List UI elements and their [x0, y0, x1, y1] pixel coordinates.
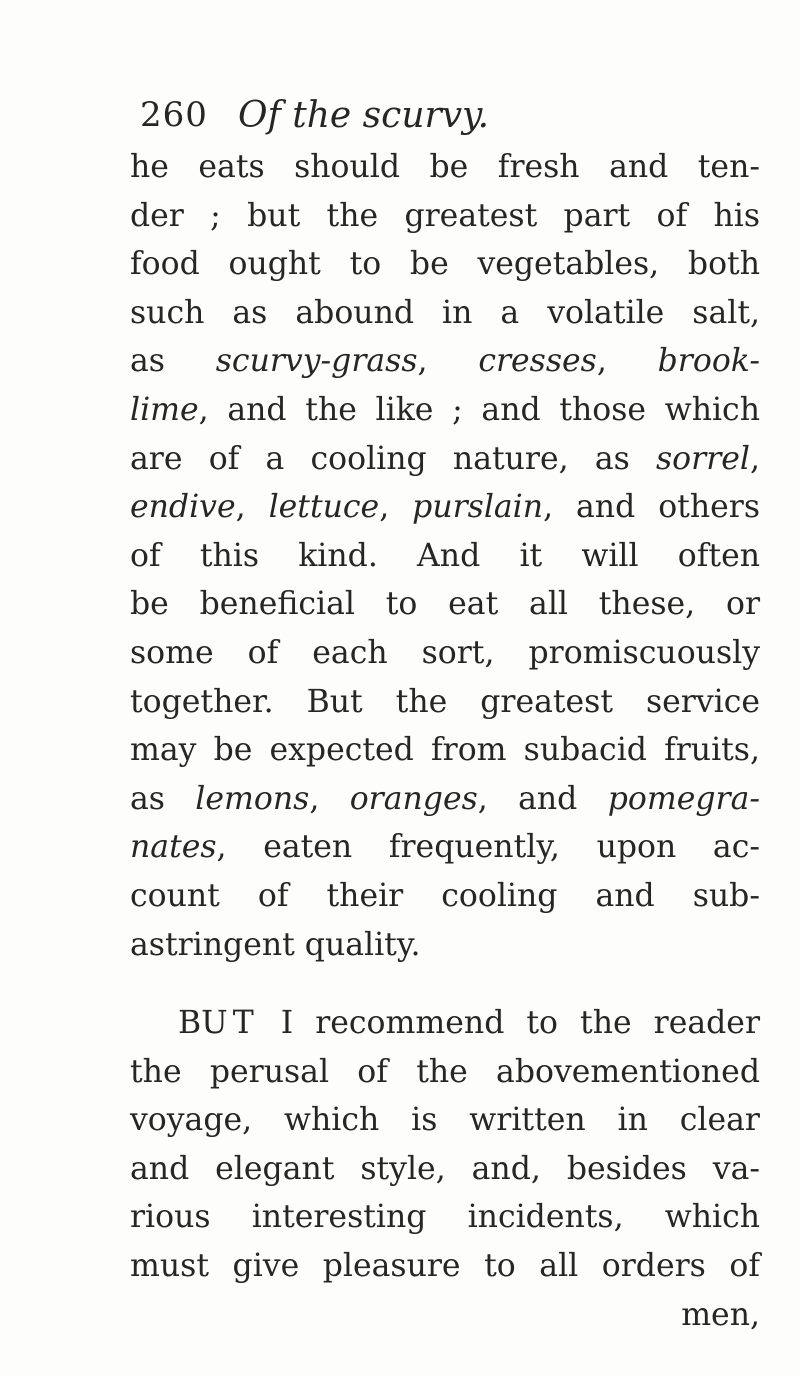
text-line: voyage, which is written in clear [130, 1102, 760, 1139]
text-line: count of their cooling and sub- [130, 877, 760, 914]
italic-term: lime [130, 391, 199, 428]
italic-term: endive [130, 489, 236, 526]
italic-term: purslain [412, 489, 544, 526]
text-line: must give pleasure to all orders of [130, 1248, 760, 1285]
running-head: Of the scurvy. [238, 95, 490, 136]
italic-term: oranges [349, 780, 478, 817]
text-line: and elegant style, and, besides va- [130, 1150, 760, 1187]
small-caps: UT [201, 1005, 259, 1042]
text-line: nates, eaten frequently, upon ac- [130, 829, 760, 866]
text-line: food ought to be vegetables, both [130, 246, 760, 283]
text-line: BUT I recommend to the reader [178, 1005, 760, 1042]
italic-term: lettuce [268, 489, 380, 526]
text-line: as lemons, oranges, and pomegra- [130, 780, 760, 817]
text-line: together. But the greatest service [130, 683, 760, 720]
text-line: endive, lettuce, purslain, and others [130, 489, 760, 526]
text-line: may be expected from subacid fruits, [130, 732, 760, 769]
drop-initial: B [178, 1005, 202, 1042]
catchword: men, [681, 1296, 760, 1333]
italic-term: cresses [478, 343, 597, 380]
italic-term: scurvy-grass [215, 343, 418, 380]
text-line: as scurvy-grass, cresses, brook- [130, 343, 760, 380]
page-header [140, 95, 760, 143]
text-line: of this kind. And it will often [130, 537, 760, 574]
italic-term: sorrel [656, 440, 750, 477]
italic-term: nates [130, 829, 217, 866]
italic-term: lemons [195, 780, 310, 817]
text-line: he eats should be fresh and ten- [130, 149, 760, 185]
italic-term: pomegra- [607, 780, 760, 817]
paragraph-gap [130, 969, 760, 999]
text-line: be beneficial to eat all these, or [130, 586, 760, 623]
page-number: 260 [140, 95, 208, 135]
text-line: astringent quality. [130, 926, 421, 963]
text-line: der ; but the greatest part of his [130, 197, 760, 234]
body-text [130, 143, 760, 1339]
italic-term: brook- [657, 343, 760, 380]
text-line: are of a cooling nature, as sorrel, [130, 440, 760, 477]
text-line: the perusal of the abovementioned [130, 1053, 760, 1090]
text-line: some of each sort, promiscuously [130, 634, 760, 671]
text-line: rious interesting incidents, which [130, 1199, 760, 1236]
text-line: lime, and the like ; and those which [130, 391, 760, 428]
text-line: such as abound in a volatile salt, [130, 294, 760, 331]
